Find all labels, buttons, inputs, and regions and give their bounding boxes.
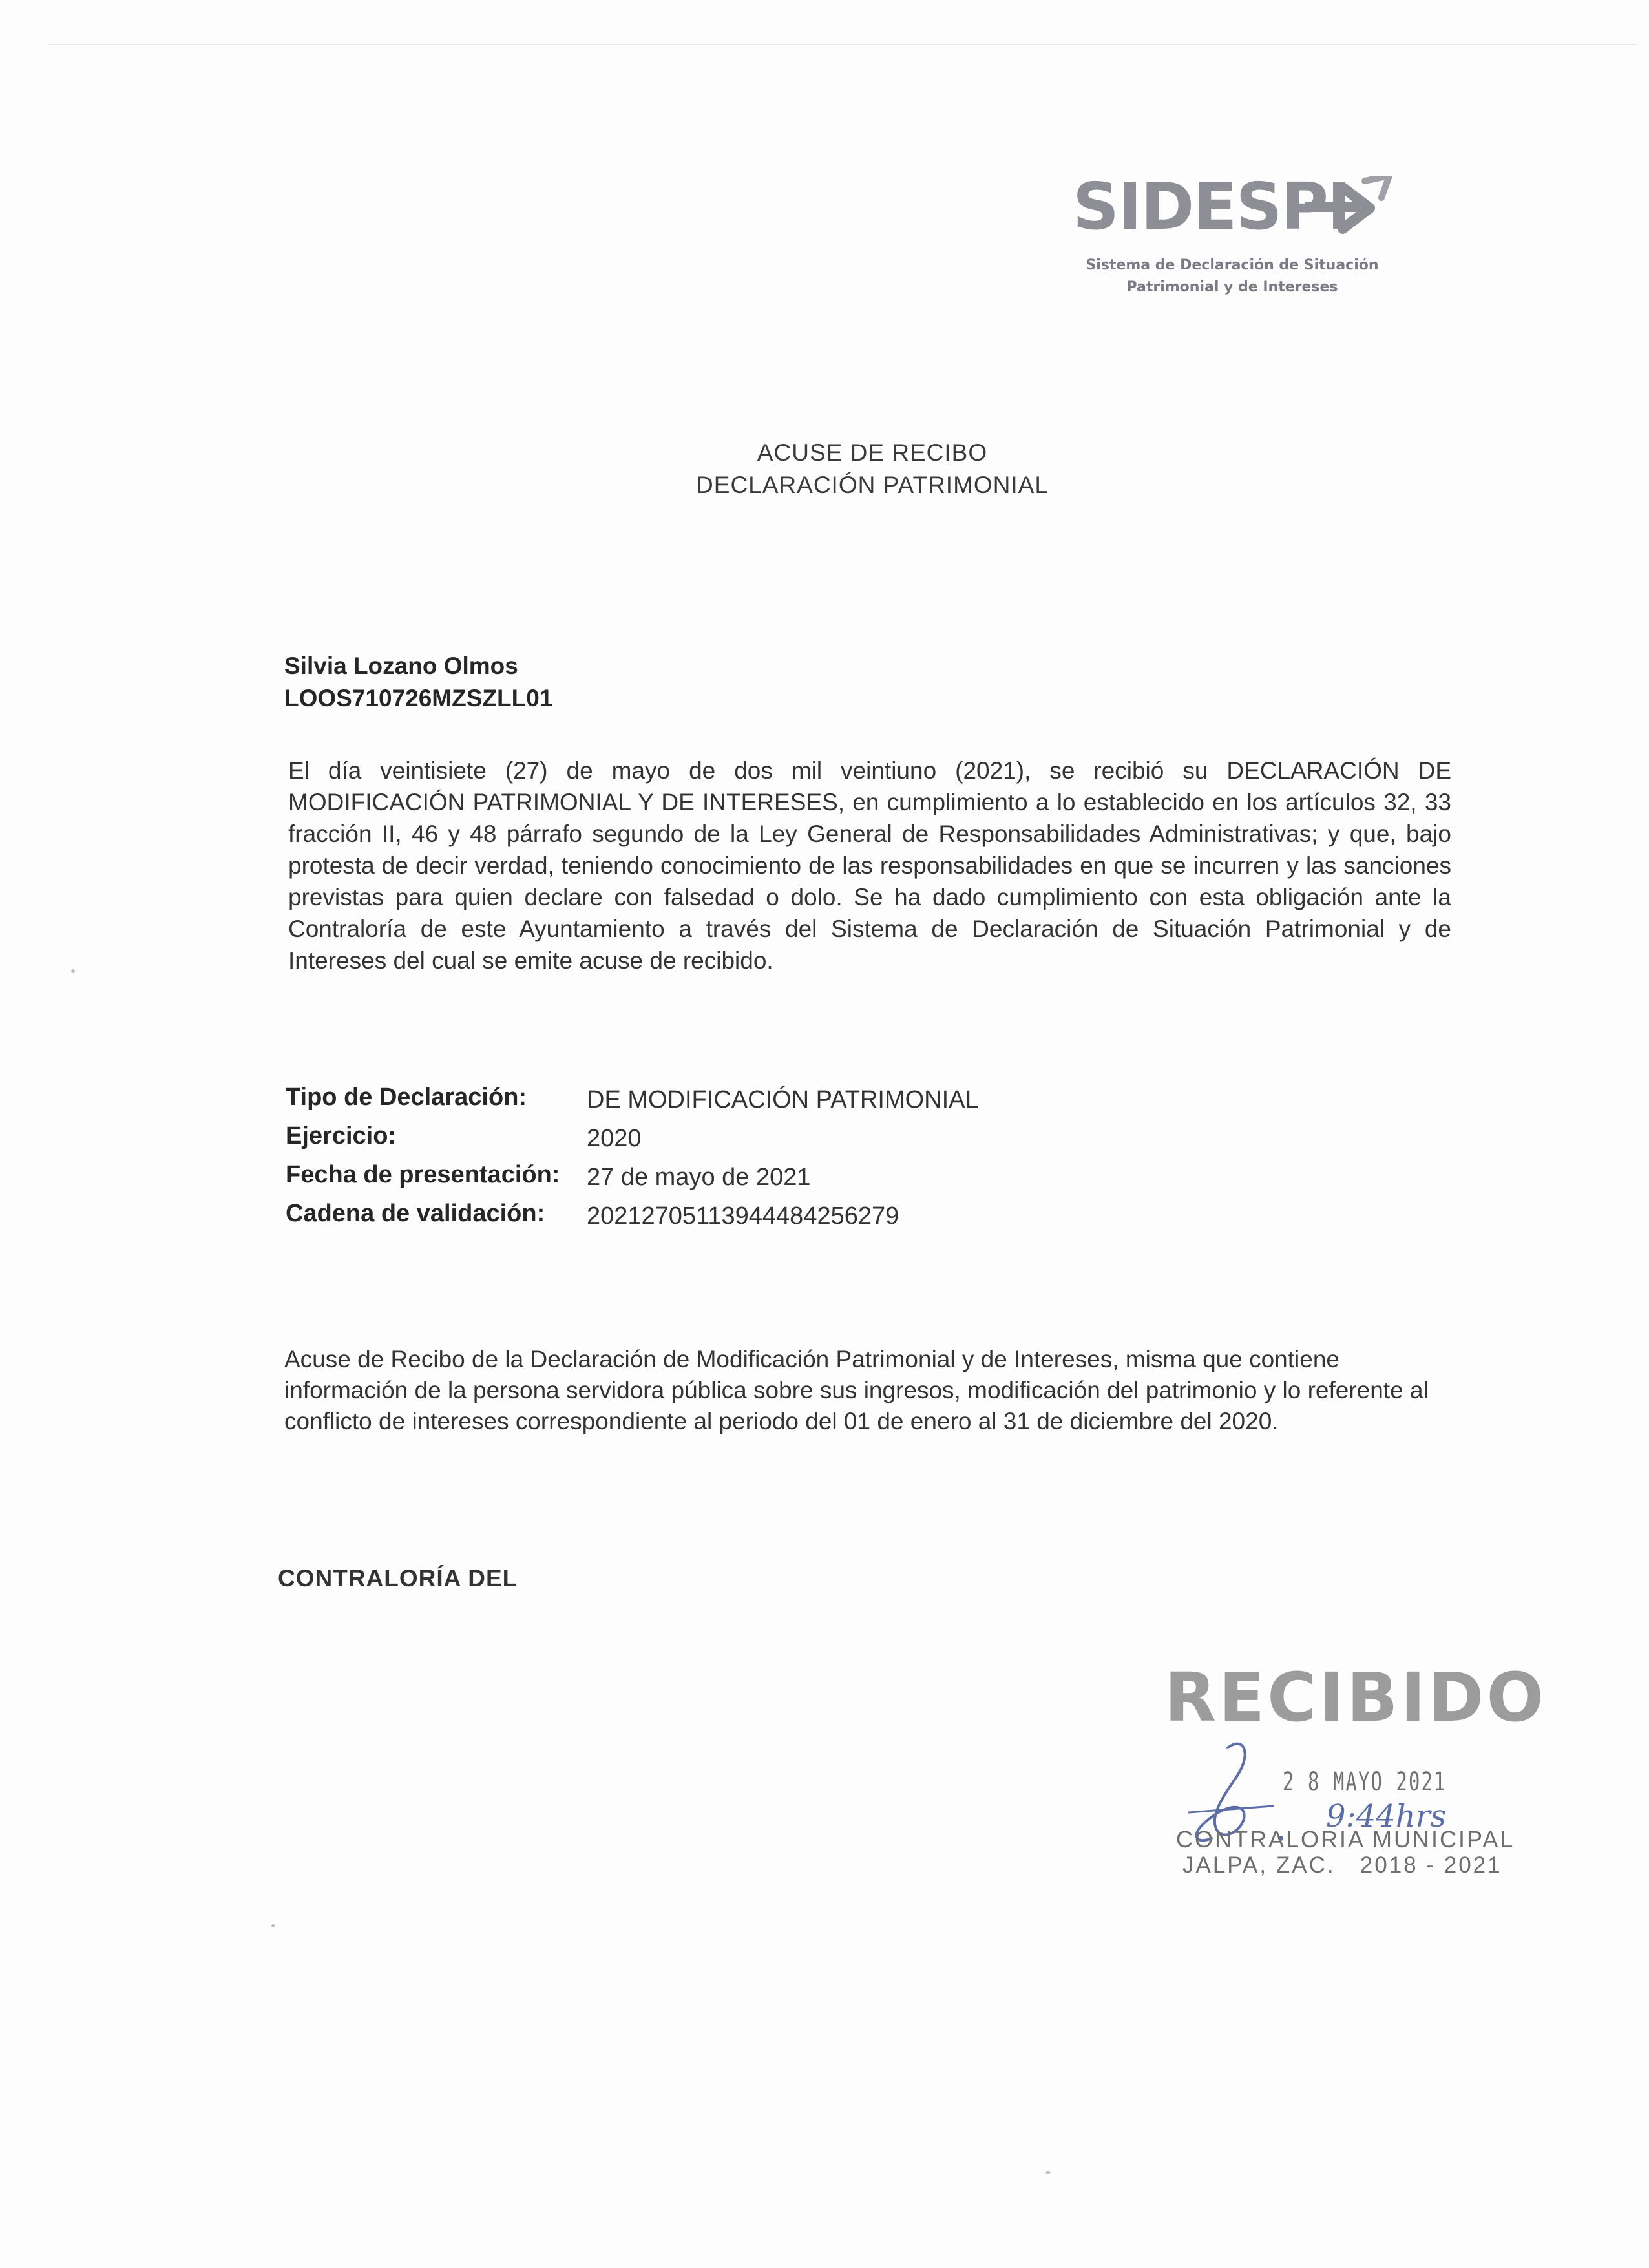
recipient-block xyxy=(284,650,552,715)
logo-subtitle-line2: Patrimonial y de Intereses xyxy=(1126,279,1338,295)
detail-label: Cadena de validación: xyxy=(286,1200,545,1227)
signature-label: CONTRALORÍA DEL xyxy=(278,1565,518,1591)
logo-wordmark: SIDESPI xyxy=(1073,169,1350,244)
scan-edge-line xyxy=(47,44,1636,45)
stamp-date: 2 8 MAYO 2021 xyxy=(1283,1767,1447,1797)
stamp-heading: RECIBIDO xyxy=(1164,1658,1546,1737)
received-stamp xyxy=(1157,1658,1557,1896)
stamp-handwritten-time: 9:44hrs xyxy=(1326,1798,1447,1834)
body-paragraph: El día veintisiete (27) de mayo de dos mil veintiuno (2021), se recibió su DECLARACIÓN DE MODIFICACIÓN PATRIMONIAL Y DE INTERESES, en cumplimiento a lo establecido en los artículos 32, 33 fracción II, 46 y 48 párrafo segundo de la Ley General de Responsabilidades Administrativas; y que, bajo protesta de decir verdad, teniendo conocimiento de las responsabilidades en que se incurren y las sanciones previstas para quien declare con falsedad o dolo. Se ha dado cumplimiento con esta obligación ante la Contraloría de este Ayuntamiento a través del Sistema de Declaración de Situación Patrimonial y de Intereses del cual se emite acuse de recibido. xyxy=(288,757,1451,974)
recipient-name: Silvia Lozano Olmos xyxy=(284,653,518,679)
detail-label: Fecha de presentación: xyxy=(286,1161,560,1188)
scan-speck xyxy=(271,1924,275,1927)
closing-paragraph: Acuse de Recibo de la Declaración de Modificación Patrimonial y de Intereses, misma que contiene información de la persona servidora pública sobre sus ingresos, modificación del patrimonio y lo referente al conflicto de intereses correspondiente al periodo del 01 de enero al 31 de diciembre del 2020. xyxy=(284,1346,1429,1434)
stamp-location: JALPA, ZAC. xyxy=(1182,1853,1336,1878)
recipient-rfc: LOOS710726MZSZLL01 xyxy=(284,685,553,711)
stamp-years: 2018 - 2021 xyxy=(1360,1853,1502,1878)
scan-speck xyxy=(1045,2171,1051,2174)
detail-label: Ejercicio: xyxy=(286,1122,397,1150)
arrow-icon xyxy=(1305,176,1396,240)
detail-value: 27 de mayo de 2021 xyxy=(587,1164,811,1191)
stamp-location-line xyxy=(1182,1854,1502,1876)
title-line2: DECLARACIÓN PATRIMONIAL xyxy=(696,472,1049,498)
title-line1: ACUSE DE RECIBO xyxy=(757,439,988,466)
detail-label: Tipo de Declaración: xyxy=(286,1084,527,1111)
sidespi-logo xyxy=(1073,169,1409,304)
document-title xyxy=(0,437,1649,501)
stamp-office: CONTRALORIA MUNICIPAL xyxy=(1176,1826,1515,1853)
scan-speck xyxy=(71,969,75,973)
logo-subtitle xyxy=(1074,255,1391,299)
detail-value: 2020 xyxy=(587,1125,642,1152)
detail-value: 20212705113944484256279 xyxy=(587,1202,899,1230)
logo-subtitle-line1: Sistema de Declaración de Situación xyxy=(1086,257,1379,273)
detail-value: DE MODIFICACIÓN PATRIMONIAL xyxy=(587,1086,979,1113)
